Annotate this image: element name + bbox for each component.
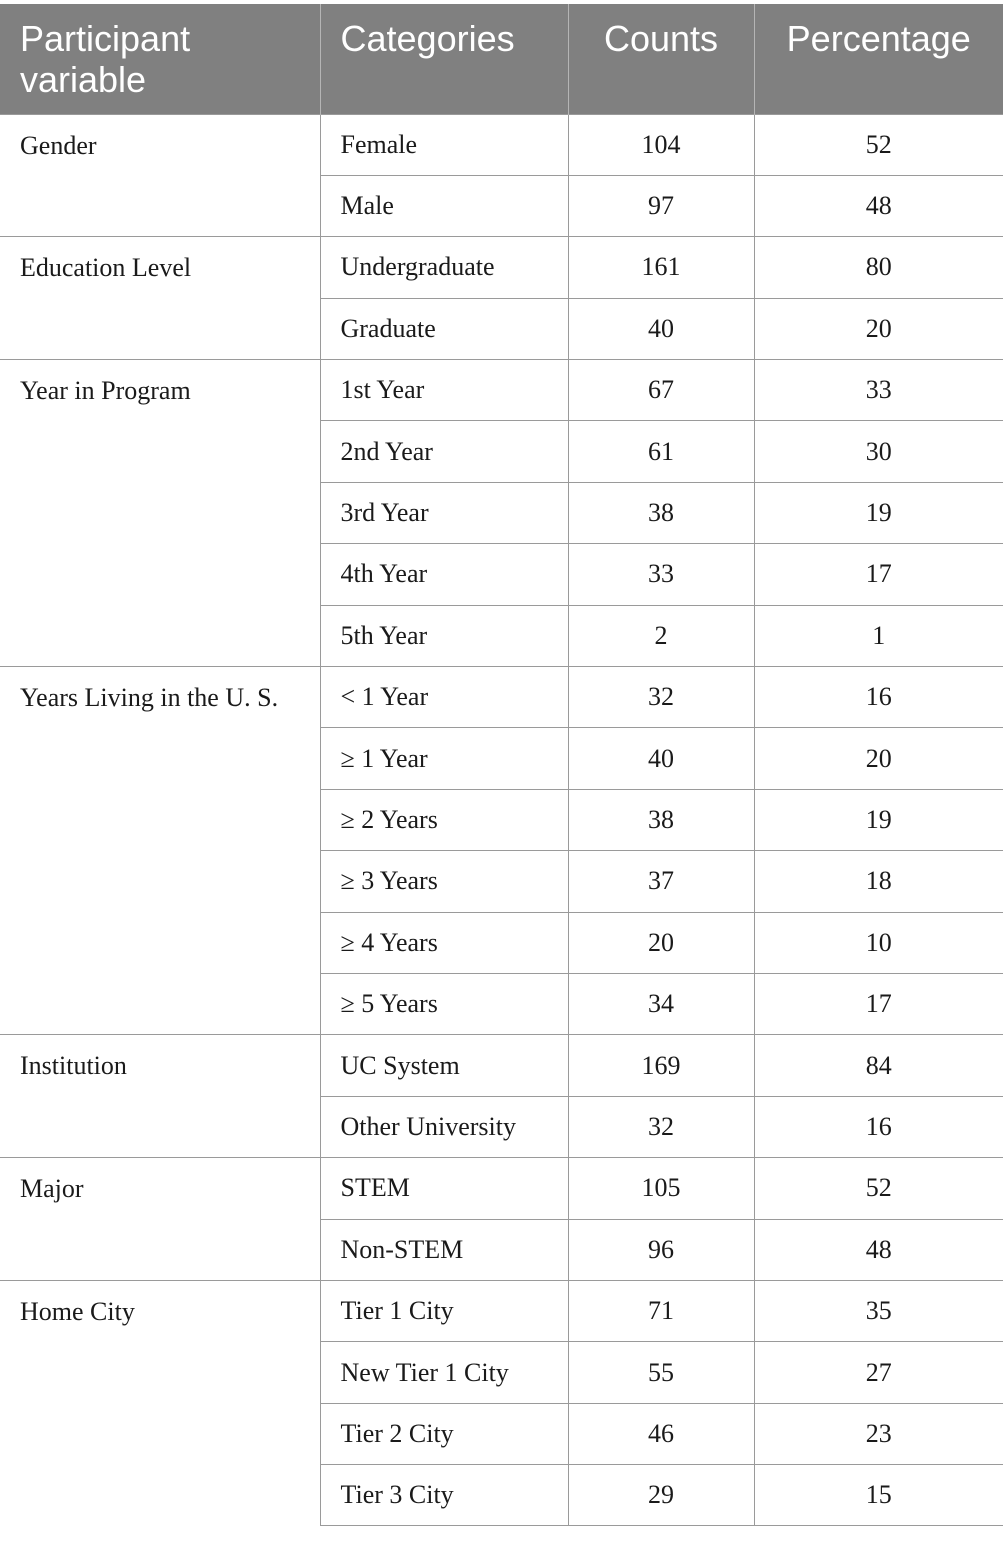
percentage-cell: 52 <box>754 114 1003 175</box>
category-cell: Tier 1 City <box>320 1280 568 1341</box>
participant-variable-cell: Year in Program <box>0 360 320 667</box>
category-cell: Graduate <box>320 298 568 359</box>
percentage-cell: 27 <box>754 1342 1003 1403</box>
category-cell: Other University <box>320 1096 568 1157</box>
category-cell: Tier 2 City <box>320 1403 568 1464</box>
category-cell: ≥ 3 Years <box>320 851 568 912</box>
percentage-cell: 23 <box>754 1403 1003 1464</box>
count-cell: 96 <box>568 1219 754 1280</box>
header-percentage: Percentage <box>754 4 1003 114</box>
percentage-cell: 17 <box>754 544 1003 605</box>
count-cell: 104 <box>568 114 754 175</box>
category-cell: New Tier 1 City <box>320 1342 568 1403</box>
participant-variable-cell: Years Living in the U. S. <box>0 667 320 1035</box>
table-body <box>0 114 1003 1526</box>
participant-variable-cell: Education Level <box>0 237 320 360</box>
count-cell: 46 <box>568 1403 754 1464</box>
percentage-cell: 20 <box>754 298 1003 359</box>
participant-variable-cell: Gender <box>0 114 320 237</box>
category-cell: < 1 Year <box>320 667 568 728</box>
count-cell: 34 <box>568 973 754 1034</box>
percentage-cell: 1 <box>754 605 1003 666</box>
percentage-cell: 80 <box>754 237 1003 298</box>
count-cell: 32 <box>568 1096 754 1157</box>
count-cell: 2 <box>568 605 754 666</box>
percentage-cell: 16 <box>754 1096 1003 1157</box>
table-row <box>0 360 1003 421</box>
category-cell: Tier 3 City <box>320 1465 568 1526</box>
category-cell: ≥ 4 Years <box>320 912 568 973</box>
percentage-cell: 15 <box>754 1465 1003 1526</box>
header-participant-variable: Participant variable <box>0 4 320 114</box>
count-cell: 71 <box>568 1280 754 1341</box>
category-cell: 5th Year <box>320 605 568 666</box>
table-row <box>0 114 1003 175</box>
percentage-cell: 84 <box>754 1035 1003 1096</box>
count-cell: 33 <box>568 544 754 605</box>
table-header <box>0 4 1003 114</box>
participant-variable-cell: Major <box>0 1158 320 1281</box>
category-cell: ≥ 5 Years <box>320 973 568 1034</box>
category-cell: Male <box>320 175 568 236</box>
table-row <box>0 1158 1003 1219</box>
percentage-cell: 48 <box>754 1219 1003 1280</box>
count-cell: 105 <box>568 1158 754 1219</box>
count-cell: 67 <box>568 360 754 421</box>
category-cell: Non-STEM <box>320 1219 568 1280</box>
header-row <box>0 4 1003 114</box>
count-cell: 32 <box>568 667 754 728</box>
header-categories: Categories <box>320 4 568 114</box>
count-cell: 97 <box>568 175 754 236</box>
count-cell: 169 <box>568 1035 754 1096</box>
table-row <box>0 1035 1003 1096</box>
count-cell: 61 <box>568 421 754 482</box>
percentage-cell: 30 <box>754 421 1003 482</box>
percentage-cell: 52 <box>754 1158 1003 1219</box>
count-cell: 29 <box>568 1465 754 1526</box>
category-cell: STEM <box>320 1158 568 1219</box>
percentage-cell: 48 <box>754 175 1003 236</box>
table-row <box>0 667 1003 728</box>
category-cell: ≥ 2 Years <box>320 789 568 850</box>
percentage-cell: 19 <box>754 482 1003 543</box>
count-cell: 40 <box>568 728 754 789</box>
category-cell: ≥ 1 Year <box>320 728 568 789</box>
category-cell: 3rd Year <box>320 482 568 543</box>
participant-demographics-table <box>0 4 1003 1526</box>
count-cell: 38 <box>568 789 754 850</box>
participant-variable-cell: Institution <box>0 1035 320 1158</box>
percentage-cell: 33 <box>754 360 1003 421</box>
percentage-cell: 20 <box>754 728 1003 789</box>
percentage-cell: 35 <box>754 1280 1003 1341</box>
category-cell: UC System <box>320 1035 568 1096</box>
table-row <box>0 1280 1003 1341</box>
percentage-cell: 19 <box>754 789 1003 850</box>
count-cell: 20 <box>568 912 754 973</box>
table-row <box>0 237 1003 298</box>
percentage-cell: 10 <box>754 912 1003 973</box>
count-cell: 40 <box>568 298 754 359</box>
category-cell: 4th Year <box>320 544 568 605</box>
participant-variable-cell: Home City <box>0 1280 320 1526</box>
percentage-cell: 18 <box>754 851 1003 912</box>
percentage-cell: 16 <box>754 667 1003 728</box>
count-cell: 38 <box>568 482 754 543</box>
count-cell: 55 <box>568 1342 754 1403</box>
category-cell: 1st Year <box>320 360 568 421</box>
category-cell: Female <box>320 114 568 175</box>
count-cell: 37 <box>568 851 754 912</box>
count-cell: 161 <box>568 237 754 298</box>
category-cell: 2nd Year <box>320 421 568 482</box>
category-cell: Undergraduate <box>320 237 568 298</box>
percentage-cell: 17 <box>754 973 1003 1034</box>
header-counts: Counts <box>568 4 754 114</box>
